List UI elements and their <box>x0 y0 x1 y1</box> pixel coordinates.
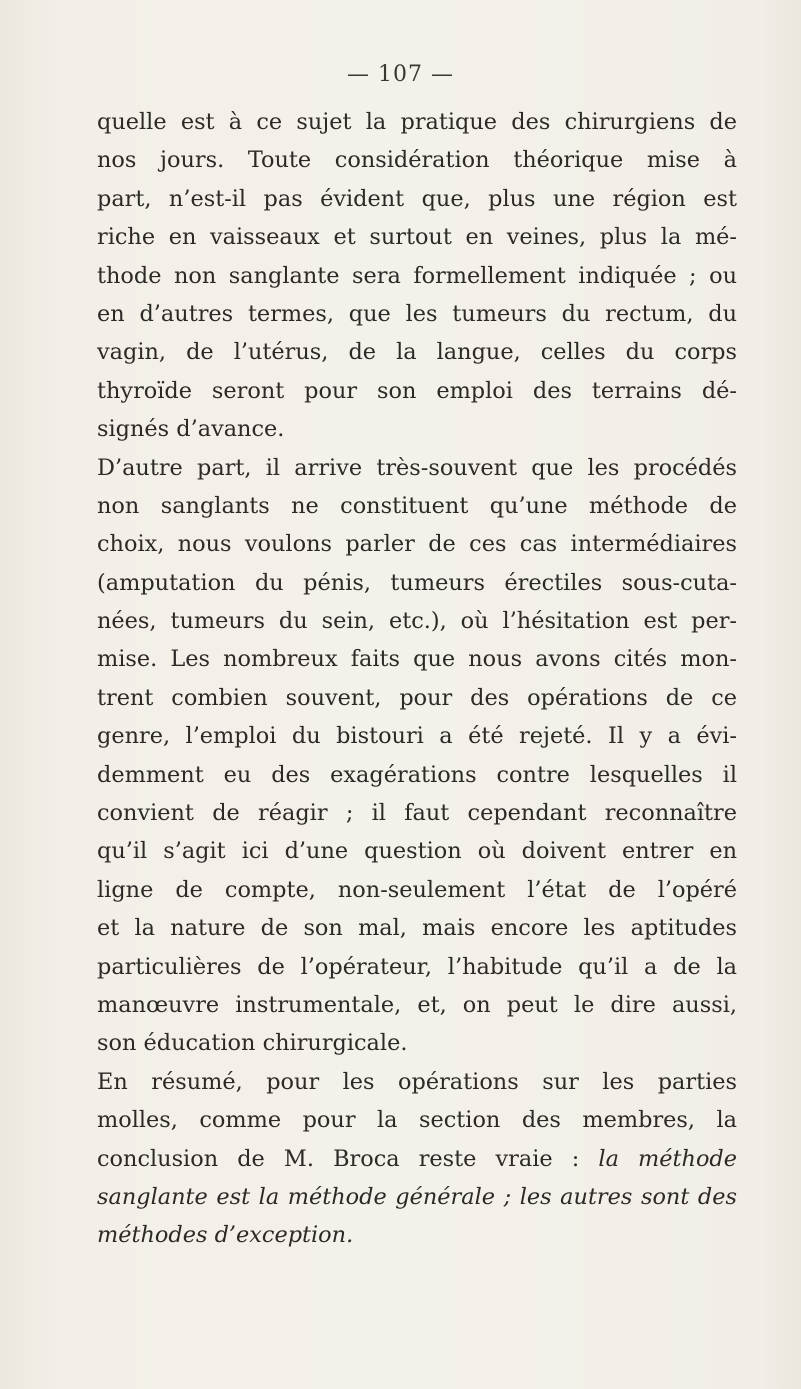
text-line: En résumé, pour les opérations sur les parties <box>97 1068 737 1095</box>
text-line: mise. Les nombreux faits que nous avons cités mon- <box>97 646 737 673</box>
text-line: signés d’avance. <box>97 416 285 443</box>
text-line: convient de réagir ; il faut cependant reconnaître <box>97 800 737 827</box>
text-line-italic: sanglante est la méthode générale ; les autres sont des <box>97 1183 737 1210</box>
conclusion-prefix: conclusion de M. Broca reste vraie : <box>97 1145 580 1172</box>
text-line: et la nature de son mal, mais encore les aptitudes <box>97 915 737 942</box>
text-line: molles, comme pour la section des membres, la <box>97 1107 737 1134</box>
text-line: genre, l’emploi du bistouri a été rejeté. Il y a évi- <box>97 723 737 750</box>
conclusion-italic-start: la méthode <box>598 1145 738 1172</box>
text-line: non sanglants ne constituent qu’une méthode de <box>97 492 737 519</box>
text-line: en d’autres termes, que les tumeurs du rectum, du <box>97 300 737 327</box>
text-line: part, n’est-il pas évident que, plus une région est <box>97 185 737 212</box>
text-line: D’autre part, il arrive très-souvent que les procédés <box>97 454 737 481</box>
text-line: vagin, de l’utérus, de la langue, celles du corps <box>97 339 737 366</box>
text-line: thode non sanglante sera formellement indiquée ; ou <box>97 262 737 289</box>
text-line-conclusion <box>97 1140 737 1178</box>
text-line: quelle est à ce sujet la pratique des chirurgiens de <box>97 109 737 135</box>
text-line: nos jours. Toute considération théorique mise à <box>97 147 737 174</box>
text-line: nées, tumeurs du sein, etc.), où l’hésitation est per- <box>97 608 737 635</box>
text-line: demment eu des exagérations contre lesquelles il <box>97 761 737 788</box>
text-line: choix, nous voulons parler de ces cas intermédiaires <box>97 531 737 558</box>
text-line-italic: méthodes d’exception. <box>97 1222 354 1249</box>
text-line: particulières de l’opérateur, l’habitude qu’il a de la <box>97 953 737 980</box>
text-line: ligne de compte, non-seulement l’état de l’opéré <box>97 876 737 903</box>
text-line: (amputation du pénis, tumeurs érectiles sous-cuta- <box>97 569 737 596</box>
text-line: thyroïde seront pour son emploi des terrains dé- <box>97 377 737 404</box>
text-line: manœuvre instrumentale, et, on peut le dire aussi, <box>97 991 737 1018</box>
text-line: son éducation chirurgicale. <box>97 1030 408 1057</box>
text-line: trent combien souvent, pour des opérations de ce <box>97 684 737 711</box>
page-number: — 107 — <box>347 62 454 87</box>
text-line: riche en vaisseaux et surtout en veines, plus la mé- <box>97 224 737 251</box>
body-text <box>97 103 737 1255</box>
text-line: qu’il s’agit ici d’une question où doivent entrer en <box>97 838 737 865</box>
